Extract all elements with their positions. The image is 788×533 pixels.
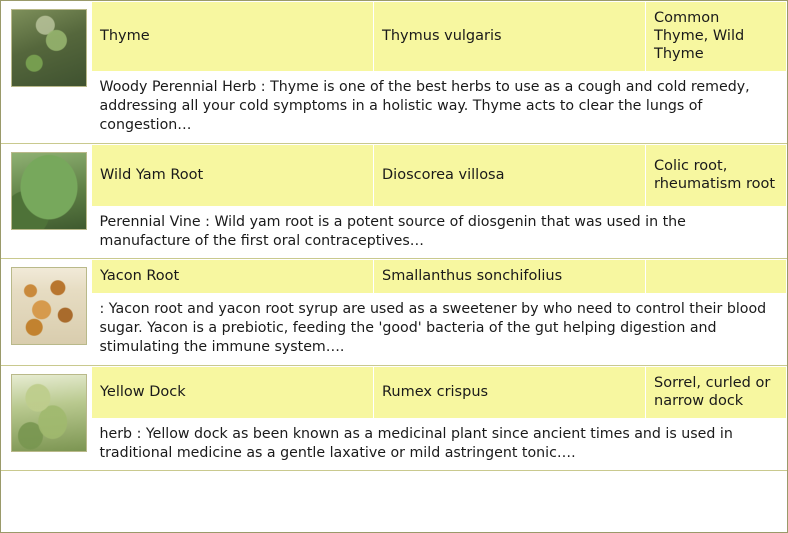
alt-names (646, 260, 787, 294)
table-row (1, 259, 787, 365)
row-names (92, 260, 787, 294)
table-row (1, 143, 787, 259)
row-image-cell (1, 1, 91, 143)
alt-names: Common Thyme, Wild Thyme (646, 2, 787, 72)
row-description (92, 206, 787, 258)
common-name: Yacon Root (92, 260, 374, 294)
common-name: Thyme (92, 2, 374, 72)
table-row (1, 365, 787, 471)
thyme-photo (11, 9, 87, 87)
row-description (92, 418, 787, 470)
row-image-cell (1, 365, 91, 471)
description-text: Perennial Vine : Wild yam root is a potent source of diosgenin that was used in the manufacture of the first oral contraceptives… (92, 206, 787, 258)
row-inner-table (91, 144, 787, 259)
row-content-cell (91, 259, 787, 365)
description-text: Woody Perennial Herb : Thyme is one of the best herbs to use as a cough and cold remedy, addressing all your cold symptoms in a holistic way. Thyme acts to clear the lungs of congestion… (92, 72, 787, 143)
common-name: Wild Yam Root (92, 144, 374, 206)
row-description (92, 72, 787, 143)
latin-name: Smallanthus sonchifolius (374, 260, 646, 294)
row-content-cell (91, 1, 787, 143)
row-content-cell (91, 365, 787, 471)
herb-table (1, 1, 787, 471)
yellow-dock-photo (11, 374, 87, 452)
row-names (92, 366, 787, 418)
latin-name: Thymus vulgaris (374, 2, 646, 72)
common-name: Yellow Dock (92, 366, 374, 418)
wild-yam-root-photo (11, 152, 87, 230)
description-text: : Yacon root and yacon root syrup are used as a sweetener by who need to control their blood sugar. Yacon is a prebiotic, feeding the 'good' bacteria of the gut helping digestion and stimulating the immune system…. (92, 294, 787, 365)
alt-names: Sorrel, curled or narrow dock (646, 366, 787, 418)
yacon-root-photo (11, 267, 87, 345)
row-names (92, 2, 787, 72)
description-text: herb : Yellow dock as been known as a medicinal plant since ancient times and is used in traditional medicine as a gentle laxative or mild astringent tonic…. (92, 418, 787, 470)
row-content-cell (91, 143, 787, 259)
row-image-cell (1, 143, 91, 259)
row-image-cell (1, 259, 91, 365)
latin-name: Dioscorea villosa (374, 144, 646, 206)
table-row (1, 1, 787, 143)
row-inner-table (91, 366, 787, 471)
row-inner-table (91, 259, 787, 364)
row-description (92, 294, 787, 365)
row-names (92, 144, 787, 206)
alt-names: Colic root, rheumatism root (646, 144, 787, 206)
latin-name: Rumex crispus (374, 366, 646, 418)
row-inner-table (91, 1, 787, 143)
